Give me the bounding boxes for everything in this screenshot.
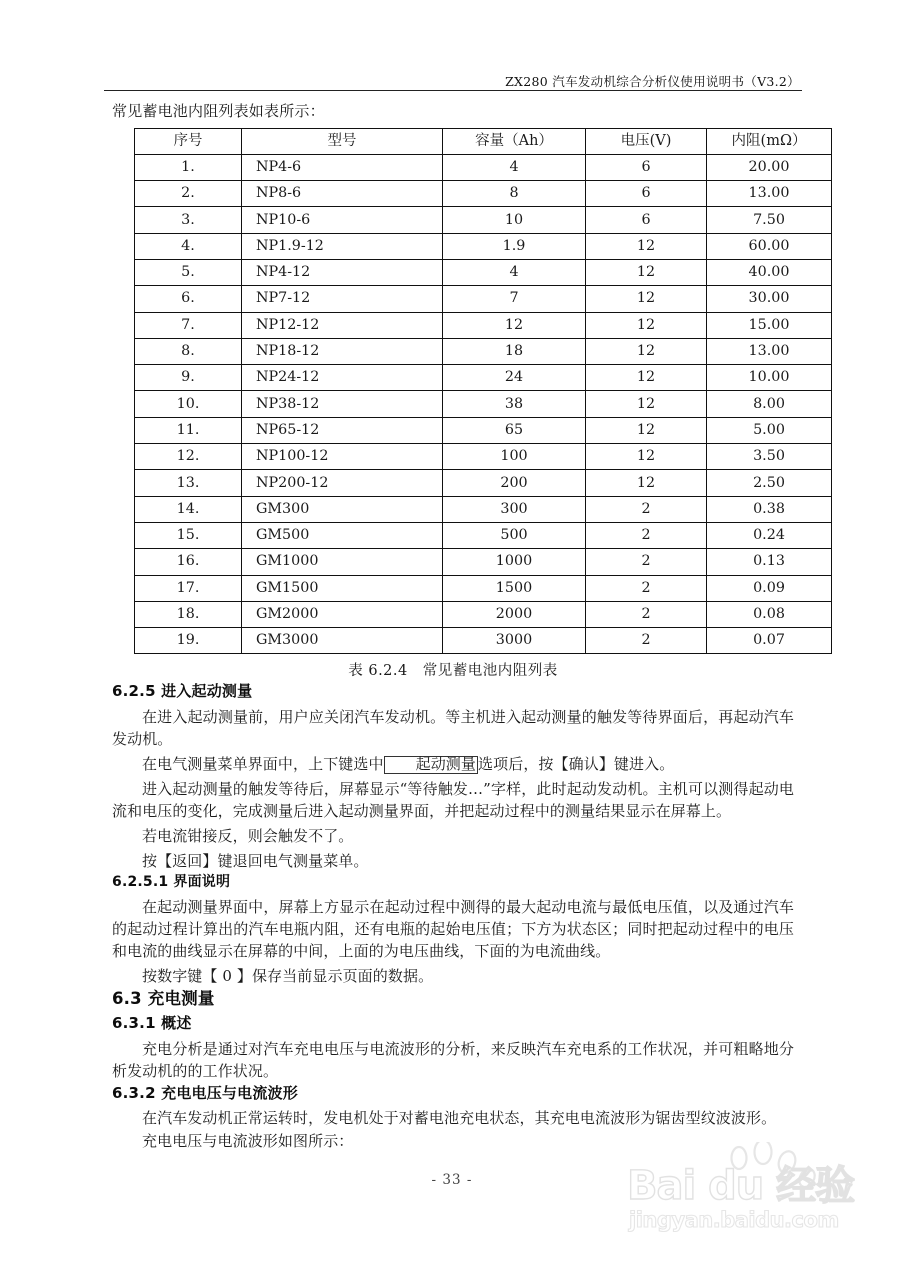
column-header-no: 序号 xyxy=(135,128,242,154)
cell-resistance: 0.38 xyxy=(707,496,832,522)
table-intro-text: 常见蓄电池内阻列表如表所示： xyxy=(112,102,325,120)
cell-voltage: 2 xyxy=(586,496,707,522)
cell-model: GM1500 xyxy=(242,575,443,601)
page-number: - 33 - xyxy=(431,1172,473,1188)
table-row xyxy=(135,286,832,312)
paragraph-6-2-5-1: 在进入起动测量前，用户应关闭汽车发动机。等主机进入起动测量的触发等待界面后，再起动汽车发动机。 xyxy=(112,707,794,748)
cell-no: 13. xyxy=(135,470,242,496)
cell-model: NP1.9-12 xyxy=(242,233,443,259)
table-header-row xyxy=(135,128,832,154)
paragraph-6-3-1-1: 充电分析是通过对汽车充电电压与电流波形的分析，来反映汽车充电系的工作状况，并可粗略地分析发动机的的工作状况。 xyxy=(112,1039,794,1080)
table-row xyxy=(135,233,832,259)
cell-voltage: 2 xyxy=(586,575,707,601)
cell-capacity: 1500 xyxy=(443,575,586,601)
watermark-brand: Bai du 经验 xyxy=(627,1163,855,1209)
cell-resistance: 8.00 xyxy=(707,391,832,417)
cell-resistance: 0.09 xyxy=(707,575,832,601)
cell-no: 1. xyxy=(135,154,242,180)
cell-model: NP4-12 xyxy=(242,259,443,285)
paragraph-6-2-5-1-1: 在起动测量界面中，屏幕上方显示在起动过程中测得的最大起动电流与最低电压值，以及通过汽车的起动过程计算出的汽车电瓶内阻，还有电瓶的起始电压值；下方为状态区；同时把起动过程中的电压和电流的曲线显示在屏幕的中间，上面的为电压曲线，下面的为电流曲线。 xyxy=(112,898,794,961)
cell-resistance: 7.50 xyxy=(707,207,832,233)
table-row xyxy=(135,496,832,522)
cell-resistance: 20.00 xyxy=(707,154,832,180)
cell-voltage: 6 xyxy=(586,181,707,207)
cell-resistance: 13.00 xyxy=(707,181,832,207)
baidu-jingyan-watermark xyxy=(627,1146,877,1242)
table-row xyxy=(135,522,832,548)
heading-6-2-5-1: 6.2.5.1 界面说明 xyxy=(112,874,231,891)
table-row xyxy=(135,601,832,627)
cell-model: NP4-6 xyxy=(242,154,443,180)
table-row xyxy=(135,365,832,391)
cell-voltage: 12 xyxy=(586,365,707,391)
cell-voltage: 12 xyxy=(586,391,707,417)
cell-resistance: 30.00 xyxy=(707,286,832,312)
cell-no: 4. xyxy=(135,233,242,259)
page-content xyxy=(112,100,807,1152)
cell-resistance: 0.08 xyxy=(707,601,832,627)
cell-no: 12. xyxy=(135,444,242,470)
cell-model: GM300 xyxy=(242,496,443,522)
cell-no: 6. xyxy=(135,286,242,312)
cell-voltage: 12 xyxy=(586,444,707,470)
table-row xyxy=(135,417,832,443)
cell-voltage: 2 xyxy=(586,601,707,627)
cell-voltage: 12 xyxy=(586,286,707,312)
column-header-voltage: 电压(V) xyxy=(586,128,707,154)
cell-capacity: 1.9 xyxy=(443,233,586,259)
table-body xyxy=(135,154,832,654)
cell-resistance: 60.00 xyxy=(707,233,832,259)
cell-capacity: 4 xyxy=(443,259,586,285)
cell-capacity: 65 xyxy=(443,417,586,443)
table-row xyxy=(135,391,832,417)
heading-6-3: 6.3 充电测量 xyxy=(112,989,215,1009)
cell-no: 3. xyxy=(135,207,242,233)
cell-capacity: 24 xyxy=(443,365,586,391)
cell-voltage: 12 xyxy=(586,259,707,285)
paragraph-6-3-2-2: 充电电压与电流波形如图所示： xyxy=(142,1132,354,1151)
cell-model: NP12-12 xyxy=(242,312,443,338)
table-row xyxy=(135,470,832,496)
cell-capacity: 300 xyxy=(443,496,586,522)
paragraph-6-2-5-5: 按【返回】键退回电气测量菜单。 xyxy=(142,852,369,871)
cell-capacity: 3000 xyxy=(443,628,586,654)
cell-no: 11. xyxy=(135,417,242,443)
cell-capacity: 18 xyxy=(443,338,586,364)
table-row xyxy=(135,207,832,233)
cell-resistance: 2.50 xyxy=(707,470,832,496)
cell-model: NP200-12 xyxy=(242,470,443,496)
table-row xyxy=(135,628,832,654)
table-row xyxy=(135,444,832,470)
watermark-url: jingyan.baidu.com xyxy=(629,1208,839,1232)
paragraph-text-before-box: 在电气测量菜单界面中，上下键选中 xyxy=(142,755,384,774)
cell-no: 17. xyxy=(135,575,242,601)
cell-model: NP10-6 xyxy=(242,207,443,233)
cell-capacity: 10 xyxy=(443,207,586,233)
paragraph-6-2-5-3: 进入起动测量的触发等待后，屏幕显示“等待触发…”字样，此时起动发动机。主机可以测得起动电流和电压的变化，完成测量后进入起动测量界面，并把起动过程中的测量结果显示在屏幕上。 xyxy=(112,780,794,821)
battery-resistance-table xyxy=(134,128,832,655)
cell-model: NP65-12 xyxy=(242,417,443,443)
cell-voltage: 12 xyxy=(586,417,707,443)
cell-no: 8. xyxy=(135,338,242,364)
cell-capacity: 8 xyxy=(443,181,586,207)
cell-no: 2. xyxy=(135,181,242,207)
cell-model: NP8-6 xyxy=(242,181,443,207)
cell-voltage: 12 xyxy=(586,312,707,338)
cell-capacity: 500 xyxy=(443,522,586,548)
cell-no: 14. xyxy=(135,496,242,522)
cell-capacity: 2000 xyxy=(443,601,586,627)
column-header-capacity: 容量（Ah） xyxy=(443,128,586,154)
table-row xyxy=(135,154,832,180)
cell-voltage: 12 xyxy=(586,233,707,259)
paragraph-6-2-5-4: 若电流钳接反，则会触发不了。 xyxy=(142,827,354,846)
cell-no: 18. xyxy=(135,601,242,627)
table-row xyxy=(135,338,832,364)
cell-resistance: 0.07 xyxy=(707,628,832,654)
cell-no: 16. xyxy=(135,549,242,575)
cell-model: NP18-12 xyxy=(242,338,443,364)
column-header-model: 型号 xyxy=(242,128,443,154)
cell-resistance: 0.24 xyxy=(707,522,832,548)
table-row xyxy=(135,312,832,338)
cell-model: NP24-12 xyxy=(242,365,443,391)
cell-voltage: 12 xyxy=(586,470,707,496)
paragraph-text-after-box: 选项后，按【确认】键进入。 xyxy=(478,755,675,774)
table-row xyxy=(135,575,832,601)
cell-resistance: 13.00 xyxy=(707,338,832,364)
cell-capacity: 7 xyxy=(443,286,586,312)
paragraph-6-3-2-1: 在汽车发动机正常运转时，发电机处于对蓄电池充电状态，其充电电流波形为锯齿型纹波波形。 xyxy=(142,1109,777,1128)
cell-model: GM2000 xyxy=(242,601,443,627)
table-row xyxy=(135,549,832,575)
heading-6-2-5: 6.2.5 进入起动测量 xyxy=(112,682,253,701)
running-header: ZX280 汽车发动机综合分析仪使用说明书（V3.2） xyxy=(505,74,800,89)
paragraph-6-2-5-2 xyxy=(112,753,794,775)
cell-capacity: 200 xyxy=(443,470,586,496)
cell-resistance: 40.00 xyxy=(707,259,832,285)
heading-6-3-1: 6.3.1 概述 xyxy=(112,1014,192,1033)
cell-resistance: 10.00 xyxy=(707,365,832,391)
cell-capacity: 38 xyxy=(443,391,586,417)
cell-voltage: 2 xyxy=(586,549,707,575)
table-row xyxy=(135,259,832,285)
cell-no: 15. xyxy=(135,522,242,548)
column-header-resistance: 内阻(mΩ） xyxy=(707,128,832,154)
cell-capacity: 1000 xyxy=(443,549,586,575)
cell-resistance: 0.13 xyxy=(707,549,832,575)
cell-model: NP100-12 xyxy=(242,444,443,470)
heading-6-3-2: 6.3.2 充电电压与电流波形 xyxy=(112,1083,298,1102)
cell-capacity: 100 xyxy=(443,444,586,470)
cell-no: 9. xyxy=(135,365,242,391)
paragraph-6-2-5-1-2: 按数字键【 0 】保存当前显示页面的数据。 xyxy=(142,967,434,986)
cell-model: NP7-12 xyxy=(242,286,443,312)
cell-model: NP38-12 xyxy=(242,391,443,417)
highlighted-menu-option[interactable]: 起动测量 xyxy=(384,756,478,774)
cell-voltage: 2 xyxy=(586,628,707,654)
cell-voltage: 2 xyxy=(586,522,707,548)
cell-resistance: 3.50 xyxy=(707,444,832,470)
cell-no: 5. xyxy=(135,259,242,285)
cell-no: 7. xyxy=(135,312,242,338)
cell-resistance: 5.00 xyxy=(707,417,832,443)
table-row xyxy=(135,181,832,207)
cell-capacity: 12 xyxy=(443,312,586,338)
table-caption: 表 6.2.4 常见蓄电池内阻列表 xyxy=(348,663,558,680)
cell-voltage: 6 xyxy=(586,154,707,180)
cell-capacity: 4 xyxy=(443,154,586,180)
cell-voltage: 6 xyxy=(586,207,707,233)
cell-model: GM500 xyxy=(242,522,443,548)
cell-voltage: 12 xyxy=(586,338,707,364)
cell-model: GM3000 xyxy=(242,628,443,654)
cell-model: GM1000 xyxy=(242,549,443,575)
cell-no: 19. xyxy=(135,628,242,654)
cell-resistance: 15.00 xyxy=(707,312,832,338)
cell-no: 10. xyxy=(135,391,242,417)
header-rule xyxy=(104,90,802,91)
